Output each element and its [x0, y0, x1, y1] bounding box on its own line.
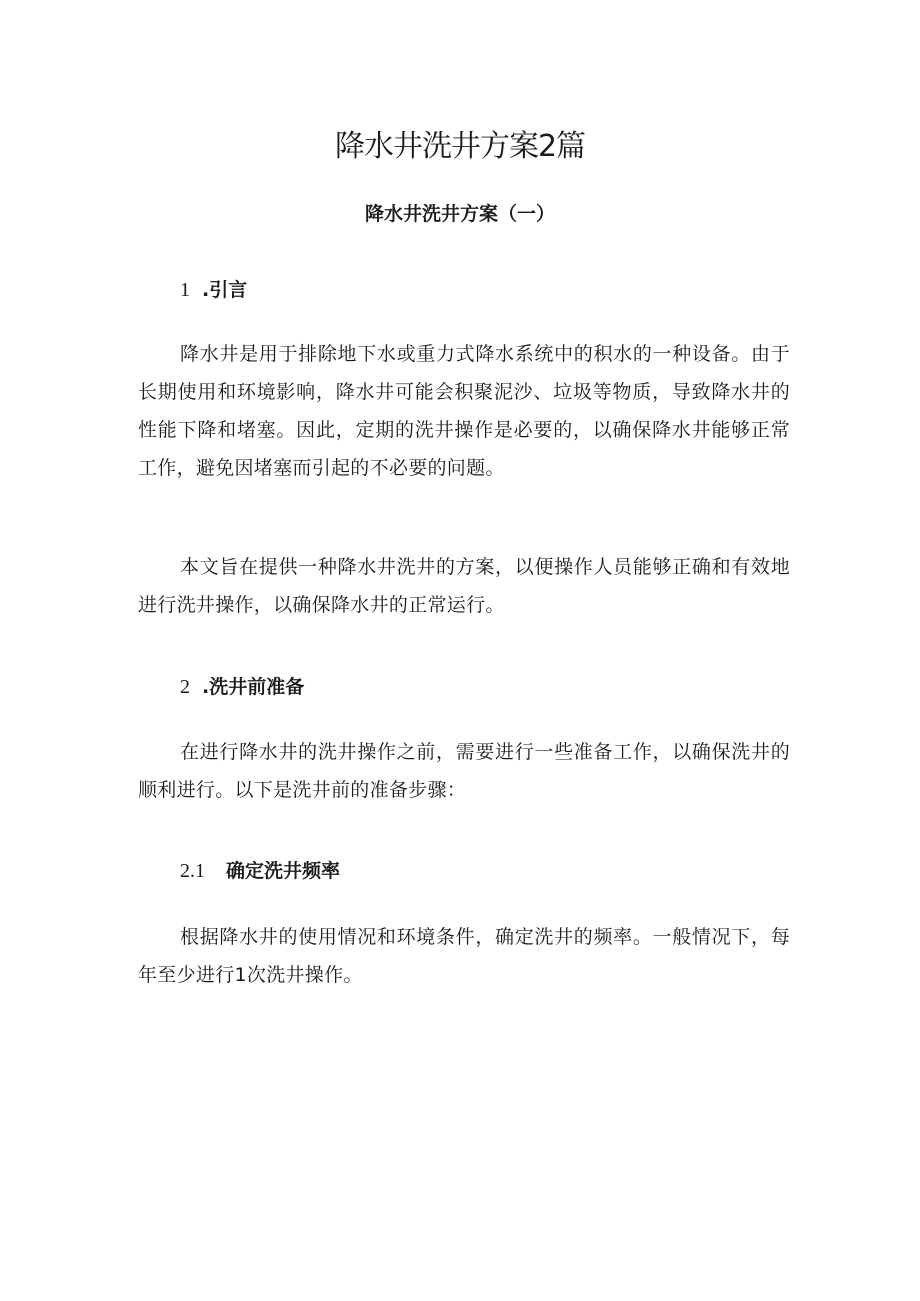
section-heading-intro	[180, 276, 247, 304]
paragraph: 在进行降水井的洗井操作之前，需要进行一些准备工作，以确保洗井的顺利进行。以下是洗井前的准备步骤：	[138, 741, 790, 801]
section-number: 1	[180, 279, 190, 301]
document-subtitle: 降水井洗井方案（一）	[364, 203, 555, 225]
section-title: .洗井前准备	[202, 676, 305, 698]
section-heading-frequency	[180, 857, 340, 885]
section-heading-preparation	[180, 673, 304, 701]
section-number: 2.1	[180, 860, 205, 882]
section-title: 确定洗井频率	[226, 860, 341, 882]
section-title: .引言	[202, 279, 248, 301]
paragraph: 根据降水井的使用情况和环境条件，确定洗井的频率。一般情况下，每年至少进行1次洗井操作。	[138, 926, 790, 986]
paragraph: 本文旨在提供一种降水井洗井的方案，以便操作人员能够正确和有效地进行洗井操作，以确保降水井的正常运行。	[138, 556, 790, 616]
section-number: 2	[180, 676, 190, 698]
document-title: 降水井洗井方案2篇	[334, 129, 586, 164]
paragraph: 降水井是用于排除地下水或重力式降水系统中的积水的一种设备。由于长期使用和环境影响，降水井可能会积聚泥沙、垃圾等物质，导致降水井的性能下降和堵塞。因此，定期的洗井操作是必要的，以确保降水井能够正常工作，避免因堵塞而引起的不必要的问题。	[138, 343, 790, 479]
